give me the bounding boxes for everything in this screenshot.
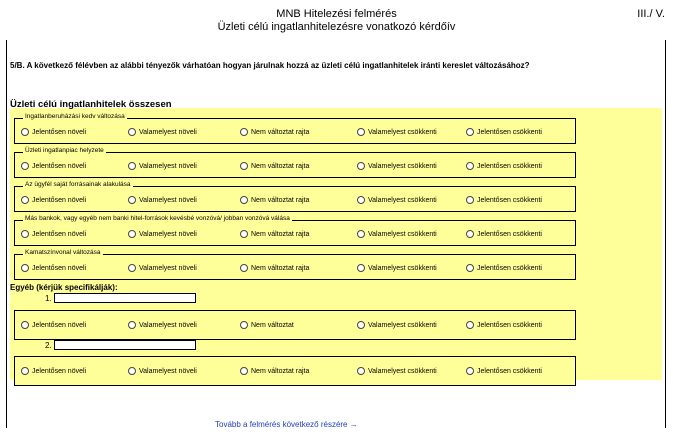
group-label: Üzleti ingatlanpiac helyzete [25,147,104,154]
option-valamelyest-csokkenti[interactable]: Valamelyest csökkenti [357,128,437,136]
option-nem-valtoztat[interactable]: Nem változtat rajta [240,162,309,170]
group-label: Ingatlanberuházási kedv változása [25,113,125,120]
option-valamelyest-csokkenti[interactable]: Valamelyest csökkenti [357,264,437,272]
radio-button[interactable] [21,367,29,375]
radio-button[interactable] [240,230,248,238]
left-border [6,40,7,428]
option-valamelyest-noveli[interactable]: Valamelyest növeli [128,264,197,272]
radio-button[interactable] [466,367,474,375]
radio-button[interactable] [240,162,248,170]
option-jelentosen-csokkenti[interactable]: Jelentősen csökkenti [466,196,542,204]
option-jelentosen-csokkenti[interactable]: Jelentősen csökkenti [466,264,542,272]
other-item-number: 2. [45,341,52,350]
option-jelentosen-noveli[interactable]: Jelentősen növeli [21,367,86,375]
radio-button[interactable] [357,162,365,170]
option-valamelyest-noveli[interactable]: Valamelyest növeli [128,230,197,238]
section-title: Üzleti célú ingatlanhitelek összesen [10,99,172,110]
option-jelentosen-noveli[interactable]: Jelentősen növeli [21,196,86,204]
radio-button[interactable] [240,196,248,204]
question-text: 5/B. A következő félévben az alábbi tényezők várhatóan hogyan járulnak hozzá az üzleti célú ingatlanhitelek iránti kereslet változásához? [10,61,530,70]
option-jelentosen-noveli[interactable]: Jelentősen növeli [21,162,86,170]
title-line-2: Üzleti célú ingatlanhitelezésre vonatkozó kérdőív [217,21,456,33]
option-valamelyest-csokkenti[interactable]: Valamelyest csökkenti [357,367,437,375]
factor-group [14,356,576,386]
radio-button[interactable] [240,367,248,375]
factor-group [14,113,576,144]
radio-button[interactable] [21,264,29,272]
option-valamelyest-noveli[interactable]: Valamelyest növeli [128,162,197,170]
radio-button[interactable] [357,196,365,204]
radio-button[interactable] [240,264,248,272]
radio-button[interactable] [466,321,474,329]
factor-group [14,249,576,280]
option-jelentosen-csokkenti[interactable]: Jelentősen csökkenti [466,321,542,329]
radio-button[interactable] [466,264,474,272]
group-label: Az ügyfél saját forrásainak alakulása [25,181,131,188]
other-specify-input[interactable] [54,293,196,303]
survey-title [0,8,673,34]
radio-button[interactable] [466,128,474,136]
option-valamelyest-noveli[interactable]: Valamelyest növeli [128,196,197,204]
other-specify-input[interactable] [54,340,196,350]
option-nem-valtoztat[interactable]: Nem változtat rajta [240,367,309,375]
group-label: Más bankok, vagy egyéb nem banki hitel-források kevésbé vonzóvá/ jobban vonzóvá válása [25,215,290,222]
option-nem-valtoztat[interactable]: Nem változtat [240,321,294,329]
radio-button[interactable] [240,128,248,136]
radio-button[interactable] [466,230,474,238]
option-jelentosen-noveli[interactable]: Jelentősen növeli [21,264,86,272]
option-valamelyest-noveli[interactable]: Valamelyest növeli [128,367,197,375]
radio-button[interactable] [21,128,29,136]
other-item-number: 1. [45,294,52,303]
radio-button[interactable] [21,321,29,329]
radio-button[interactable] [357,128,365,136]
factor-group [14,181,576,212]
factor-group [14,215,576,246]
radio-button[interactable] [128,367,136,375]
page-number: III./ V. [637,8,665,20]
radio-button[interactable] [128,162,136,170]
radio-button[interactable] [357,230,365,238]
option-nem-valtoztat[interactable]: Nem változtat rajta [240,128,309,136]
right-border [665,40,666,428]
next-section-link[interactable]: Tovább a felmérés következő részére → [215,420,358,429]
option-jelentosen-csokkenti[interactable]: Jelentősen csökkenti [466,162,542,170]
factor-group [14,147,576,178]
other-label: Egyéb (kérjük specifikálják): [10,283,118,292]
radio-button[interactable] [240,321,248,329]
radio-button[interactable] [466,196,474,204]
option-valamelyest-csokkenti[interactable]: Valamelyest csökkenti [357,321,437,329]
option-valamelyest-csokkenti[interactable]: Valamelyest csökkenti [357,162,437,170]
radio-button[interactable] [128,196,136,204]
radio-button[interactable] [21,196,29,204]
radio-button[interactable] [357,264,365,272]
option-jelentosen-noveli[interactable]: Jelentősen növeli [21,321,86,329]
option-valamelyest-noveli[interactable]: Valamelyest növeli [128,128,197,136]
option-nem-valtoztat[interactable]: Nem változtat rajta [240,230,309,238]
radio-button[interactable] [128,128,136,136]
radio-button[interactable] [128,321,136,329]
radio-button[interactable] [128,230,136,238]
option-valamelyest-csokkenti[interactable]: Valamelyest csökkenti [357,230,437,238]
radio-button[interactable] [357,321,365,329]
radio-button[interactable] [21,230,29,238]
group-label: Kamatszínvonal változása [25,249,101,256]
radio-button[interactable] [21,162,29,170]
option-jelentosen-noveli[interactable]: Jelentősen növeli [21,128,86,136]
option-nem-valtoztat[interactable]: Nem változtat rajta [240,264,309,272]
option-jelentosen-noveli[interactable]: Jelentősen növeli [21,230,86,238]
option-valamelyest-csokkenti[interactable]: Valamelyest csökkenti [357,196,437,204]
option-jelentosen-csokkenti[interactable]: Jelentősen csökkenti [466,128,542,136]
option-valamelyest-noveli[interactable]: Valamelyest növeli [128,321,197,329]
option-jelentosen-csokkenti[interactable]: Jelentősen csökkenti [466,367,542,375]
title-line-1: MNB Hitelezési felmérés [276,8,397,20]
factor-group [14,310,576,340]
radio-button[interactable] [128,264,136,272]
radio-button[interactable] [466,162,474,170]
radio-button[interactable] [357,367,365,375]
option-nem-valtoztat[interactable]: Nem változtat rajta [240,196,309,204]
option-jelentosen-csokkenti[interactable]: Jelentősen csökkenti [466,230,542,238]
